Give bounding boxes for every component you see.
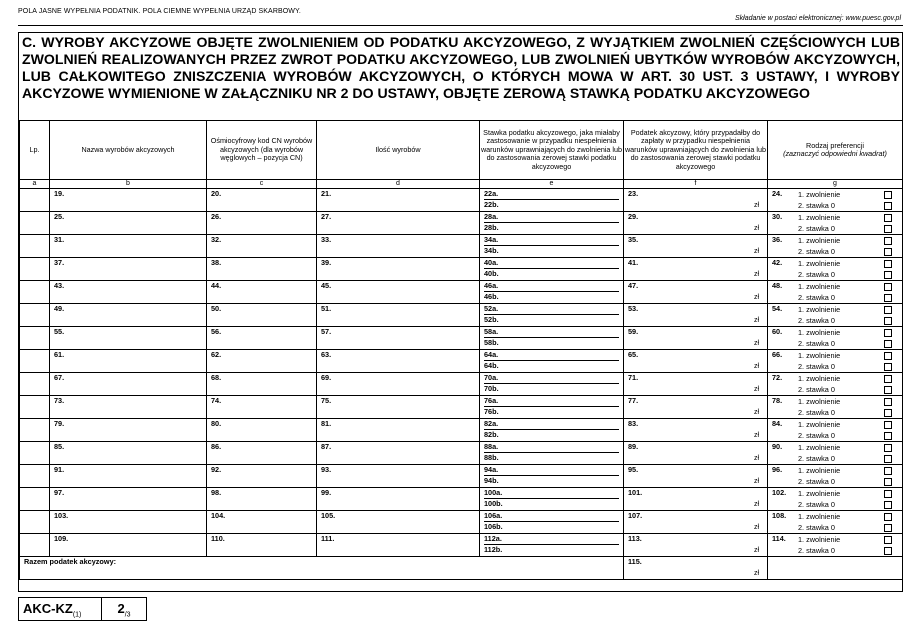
table-row	[20, 373, 903, 396]
preference-field-number: 96.	[772, 465, 783, 474]
option-zero-rate-checkbox[interactable]	[884, 547, 892, 555]
cn-code-field[interactable]: 74.	[211, 396, 222, 405]
rate-field-a[interactable]: 46a.	[484, 281, 619, 292]
preference-field-number: 60.	[772, 327, 783, 336]
lp-field[interactable]	[20, 189, 49, 211]
table-row	[20, 442, 903, 465]
option-exemption-label: 1. zwolnienie	[798, 328, 841, 337]
table-row	[20, 235, 903, 258]
option-exemption-checkbox[interactable]	[884, 352, 892, 360]
table-row	[20, 212, 903, 235]
tax-field[interactable]: 41.	[628, 258, 639, 267]
preference-field-number: 30.	[772, 212, 783, 221]
rate-field-b[interactable]: 88b.	[484, 453, 499, 462]
filing-note: Składanie w postaci elektronicznej: www.puesc.gov.pl	[734, 15, 901, 22]
rate-field-a[interactable]: 64a.	[484, 350, 619, 361]
option-zero-rate-checkbox[interactable]	[884, 501, 892, 509]
name-field[interactable]: 91.	[54, 465, 65, 474]
cn-code-field[interactable]: 32.	[211, 235, 222, 244]
column-letter: f	[624, 180, 768, 189]
cn-code-field[interactable]: 38.	[211, 258, 222, 267]
table-row	[20, 258, 903, 281]
form-footer	[18, 597, 147, 621]
preference-field-number: 78.	[772, 396, 783, 405]
col-header-preference	[768, 121, 903, 180]
option-exemption-checkbox[interactable]	[884, 421, 892, 429]
top-note: POLA JASNE WYPEŁNIA PODATNIK. POLA CIEMNE WYPEŁNIA URZĄD SKARBOWY.	[18, 8, 301, 15]
cn-code-field[interactable]: 98.	[211, 488, 222, 497]
table-row	[20, 350, 903, 373]
rate-field-b[interactable]: 22b.	[484, 200, 499, 209]
option-exemption-label: 1. zwolnienie	[798, 374, 841, 383]
option-exemption-label: 1. zwolnienie	[798, 443, 841, 452]
preference-field-number: 36.	[772, 235, 783, 244]
option-zero-rate-label: 2. stawka 0	[798, 546, 835, 555]
table-row	[20, 189, 903, 212]
option-exemption-label: 1. zwolnienie	[798, 397, 841, 406]
option-exemption-checkbox[interactable]	[884, 536, 892, 544]
rate-field-b[interactable]: 40b.	[484, 269, 499, 278]
option-exemption-checkbox[interactable]	[884, 329, 892, 337]
option-zero-rate-label: 2. stawka 0	[798, 224, 835, 233]
rate-field-b[interactable]: 58b.	[484, 338, 499, 347]
option-zero-rate-checkbox[interactable]	[884, 271, 892, 279]
table-row	[20, 281, 903, 304]
preference-field-number: 24.	[772, 189, 783, 198]
table-row	[20, 396, 903, 419]
quantity-field[interactable]: 69.	[321, 373, 332, 382]
currency-label: zł	[753, 363, 759, 370]
col-header-rate: Stawka podatku akcyzowego, jaka miałaby zastosowanie w przypadku niespełnienia warunków uprawniających do zwolnienia lub do zastosowania zerowej stawki podatku akcyzowego	[480, 121, 624, 180]
quantity-field[interactable]: 33.	[321, 235, 332, 244]
name-field[interactable]: 85.	[54, 442, 65, 451]
currency-label: zł	[753, 225, 759, 232]
tax-field[interactable]: 83.	[628, 419, 639, 428]
rate-field-b[interactable]: 82b.	[484, 430, 499, 439]
quantity-field[interactable]: 45.	[321, 281, 332, 290]
preference-field-number: 114.	[772, 534, 786, 543]
option-exemption-label: 1. zwolnienie	[798, 236, 841, 245]
rate-field-a[interactable]: 34a.	[484, 235, 619, 246]
option-zero-rate-label: 2. stawka 0	[798, 293, 835, 302]
preference-field-number: 90.	[772, 442, 783, 451]
rate-field-b[interactable]: 34b.	[484, 246, 499, 255]
option-zero-rate-checkbox[interactable]	[884, 248, 892, 256]
goods-table	[19, 120, 903, 580]
total-label: Razem podatek akcyzowy:	[24, 557, 117, 566]
cn-code-field[interactable]: 104.	[211, 511, 226, 520]
quantity-field[interactable]: 105.	[321, 511, 336, 520]
name-field[interactable]: 49.	[54, 304, 65, 313]
currency-label: zł	[753, 386, 759, 393]
rate-field-a[interactable]: 112a.	[484, 534, 619, 545]
option-exemption-label: 1. zwolnienie	[798, 259, 841, 268]
lp-field[interactable]	[20, 373, 49, 395]
rate-field-b[interactable]: 70b.	[484, 384, 499, 393]
rate-field-b[interactable]: 100b.	[484, 499, 503, 508]
currency-label: zł	[753, 340, 759, 347]
quantity-field[interactable]: 51.	[321, 304, 332, 313]
name-field[interactable]: 25.	[54, 212, 65, 221]
option-exemption-checkbox[interactable]	[884, 444, 892, 452]
currency-label: zł	[753, 570, 759, 577]
tax-field[interactable]: 53.	[628, 304, 639, 313]
currency-label: zł	[753, 202, 759, 209]
tax-field[interactable]: 59.	[628, 327, 639, 336]
quantity-field[interactable]: 87.	[321, 442, 332, 451]
page-number: $2_{/3}$	[117, 601, 131, 619]
rate-field-b[interactable]: 28b.	[484, 223, 499, 232]
lp-field[interactable]	[20, 511, 49, 533]
name-field[interactable]: 61.	[54, 350, 65, 359]
cn-code-field[interactable]: 26.	[211, 212, 222, 221]
table-row	[20, 419, 903, 442]
option-exemption-checkbox[interactable]	[884, 237, 892, 245]
rate-field-b[interactable]: 64b.	[484, 361, 499, 370]
tax-field[interactable]: 101.	[628, 488, 643, 497]
tax-field[interactable]: 113.	[628, 534, 642, 543]
rate-field-b[interactable]: 94b.	[484, 476, 499, 485]
rate-field-a[interactable]: 22a.	[484, 189, 619, 200]
cn-code-field[interactable]: 68.	[211, 373, 222, 382]
tax-field[interactable]: 65.	[628, 350, 639, 359]
cn-code-field[interactable]: 110.	[211, 534, 225, 543]
option-exemption-checkbox[interactable]	[884, 490, 892, 498]
option-exemption-checkbox[interactable]	[884, 283, 892, 291]
tax-field[interactable]: 107.	[628, 511, 643, 520]
col-header-lp: Lp.	[20, 121, 50, 180]
quantity-field[interactable]: 21.	[321, 189, 332, 198]
option-exemption-label: 1. zwolnienie	[798, 466, 841, 475]
option-zero-rate-label: 2. stawka 0	[798, 270, 835, 279]
table-row	[20, 511, 903, 534]
rate-field-a[interactable]: 28a.	[484, 212, 619, 223]
tax-field[interactable]: 89.	[628, 442, 639, 451]
lp-field[interactable]	[20, 442, 49, 464]
option-zero-rate-label: 2. stawka 0	[798, 500, 835, 509]
rate-field-a[interactable]: 58a.	[484, 327, 619, 338]
lp-field[interactable]	[20, 396, 49, 418]
rate-field-a[interactable]: 88a.	[484, 442, 619, 453]
option-exemption-checkbox[interactable]	[884, 513, 892, 521]
quantity-field[interactable]: 39.	[321, 258, 332, 267]
currency-label: zł	[753, 501, 759, 508]
currency-label: zł	[753, 432, 759, 439]
lp-field[interactable]	[20, 281, 49, 303]
cn-code-field[interactable]: 62.	[211, 350, 222, 359]
table-row	[20, 488, 903, 511]
option-zero-rate-checkbox[interactable]	[884, 340, 892, 348]
column-letter: d	[317, 180, 480, 189]
cn-code-field[interactable]: 80.	[211, 419, 222, 428]
rate-field-a[interactable]: 76a.	[484, 396, 619, 407]
option-exemption-checkbox[interactable]	[884, 467, 892, 475]
preference-field-number: 42.	[772, 258, 783, 267]
rate-field-a[interactable]: 100a.	[484, 488, 619, 499]
option-exemption-checkbox[interactable]	[884, 398, 892, 406]
option-zero-rate-checkbox[interactable]	[884, 294, 892, 302]
currency-label: zł	[753, 248, 759, 255]
lp-field[interactable]	[20, 534, 49, 556]
quantity-field[interactable]: 93.	[321, 465, 332, 474]
total-row	[20, 557, 903, 580]
quantity-field[interactable]: 75.	[321, 396, 332, 405]
rate-field-b[interactable]: 76b.	[484, 407, 499, 416]
preference-title: Rodzaj preferencji	[806, 140, 864, 150]
option-zero-rate-checkbox[interactable]	[884, 317, 892, 325]
table-row	[20, 534, 903, 557]
rate-field-b[interactable]: 112b.	[484, 545, 503, 554]
cn-code-field[interactable]: 92.	[211, 465, 222, 474]
option-zero-rate-label: 2. stawka 0	[798, 454, 835, 463]
option-zero-rate-label: 2. stawka 0	[798, 201, 835, 210]
currency-label: zł	[753, 409, 759, 416]
quantity-field[interactable]: 63.	[321, 350, 332, 359]
col-header-cn-code: Ośmiocyfrowy kod CN wyrobów akcyzowych (dla wyrobów węglowych – pozycja CN)	[207, 121, 317, 180]
name-field[interactable]: 67.	[54, 373, 65, 382]
preference-field-number: 84.	[772, 419, 783, 428]
option-exemption-label: 1. zwolnienie	[798, 305, 841, 314]
tax-field[interactable]: 71.	[628, 373, 639, 382]
name-field[interactable]: 37.	[54, 258, 65, 267]
currency-label: zł	[753, 294, 759, 301]
option-zero-rate-checkbox[interactable]	[884, 386, 892, 394]
name-field[interactable]: 73.	[54, 396, 65, 405]
lp-field[interactable]	[20, 235, 49, 257]
option-zero-rate-checkbox[interactable]	[884, 524, 892, 532]
tax-field[interactable]: 47.	[628, 281, 639, 290]
lp-field[interactable]	[20, 258, 49, 280]
rate-field-b[interactable]: 52b.	[484, 315, 499, 324]
column-letters-row	[20, 180, 903, 189]
lp-field[interactable]	[20, 304, 49, 326]
col-header-tax: Podatek akcyzowy, który przypadałby do zapłaty w przypadku niespełnienia warunków uprawniających do zwolnienia lub do zastosowania zerowej stawki podatku akcyzowego	[624, 121, 768, 180]
lp-field[interactable]	[20, 419, 49, 441]
name-field[interactable]: 103.	[54, 511, 69, 520]
tax-field[interactable]: 23.	[628, 189, 639, 198]
option-zero-rate-checkbox[interactable]	[884, 409, 892, 417]
total-tax-field[interactable]: 115.	[628, 557, 642, 566]
lp-field[interactable]	[20, 350, 49, 372]
option-zero-rate-checkbox[interactable]	[884, 478, 892, 486]
option-exemption-checkbox[interactable]	[884, 306, 892, 314]
name-field[interactable]: 79.	[54, 419, 65, 428]
option-zero-rate-checkbox[interactable]	[884, 432, 892, 440]
option-zero-rate-label: 2. stawka 0	[798, 431, 835, 440]
preference-field-number: 66.	[772, 350, 783, 359]
option-exemption-label: 1. zwolnienie	[798, 489, 841, 498]
rate-field-a[interactable]: 70a.	[484, 373, 619, 384]
lp-field[interactable]	[20, 465, 49, 487]
lp-field[interactable]	[20, 327, 49, 349]
lp-field[interactable]	[20, 212, 49, 234]
preference-field-number: 102.	[772, 488, 787, 497]
column-letter: b	[50, 180, 207, 189]
col-header-name: Nazwa wyrobów akcyzowych	[50, 121, 207, 180]
name-field[interactable]: 97.	[54, 488, 65, 497]
option-zero-rate-label: 2. stawka 0	[798, 316, 835, 325]
option-exemption-label: 1. zwolnienie	[798, 535, 841, 544]
option-zero-rate-label: 2. stawka 0	[798, 523, 835, 532]
tax-field[interactable]: 95.	[628, 465, 639, 474]
quantity-field[interactable]: 99.	[321, 488, 332, 497]
option-exemption-checkbox[interactable]	[884, 191, 892, 199]
option-exemption-label: 1. zwolnienie	[798, 420, 841, 429]
option-zero-rate-checkbox[interactable]	[884, 455, 892, 463]
preference-field-number: 72.	[772, 373, 783, 382]
cn-code-field[interactable]: 20.	[211, 189, 222, 198]
lp-field[interactable]	[20, 488, 49, 510]
quantity-field[interactable]: 57.	[321, 327, 332, 336]
currency-label: zł	[753, 455, 759, 462]
rate-field-a[interactable]: 52a.	[484, 304, 619, 315]
option-zero-rate-checkbox[interactable]	[884, 225, 892, 233]
option-exemption-label: 1. zwolnienie	[798, 190, 841, 199]
tax-field[interactable]: 29.	[628, 212, 639, 221]
section-title: C. WYROBY AKCYZOWE OBJĘTE ZWOLNIENIEM OD PODATKU AKCYZOWEGO, Z WYJĄTKIEM ZWOLNIEŃ CZĘŚCIOWYCH LUB ZWOLNIEŃ REALIZOWANYCH PRZEZ ZWROT PODATKU AKCYZOWEGO, LUB ZWOLNIEŃ UBYTKÓW WYROBÓW AKCYZOWYCH, LUB CAŁKOWITEGO ZNISZCZENIA WYROBÓW AKCYZOWYCH, O KTÓRYCH MOWA W ART. 30 UST. 3 USTAWY, I WYROBY AKCYZOWE WYMIENIONE W ZAŁĄCZNIKU NR 2 DO USTAWY, OBJĘTE ZEROWĄ STAWKĄ PODATKU AKCYZOWEGO	[22, 34, 900, 101]
currency-label: zł	[753, 524, 759, 531]
tax-field[interactable]: 77.	[628, 396, 639, 405]
option-zero-rate-checkbox[interactable]	[884, 202, 892, 210]
option-zero-rate-label: 2. stawka 0	[798, 477, 835, 486]
col-header-quantity: Ilość wyrobów	[317, 121, 480, 180]
cn-code-field[interactable]: 44.	[211, 281, 222, 290]
option-exemption-label: 1. zwolnienie	[798, 512, 841, 521]
rate-field-b[interactable]: 106b.	[484, 522, 503, 531]
option-zero-rate-label: 2. stawka 0	[798, 247, 835, 256]
column-letter: a	[20, 180, 50, 189]
currency-label: zł	[753, 547, 759, 554]
rate-field-a[interactable]: 106a.	[484, 511, 619, 522]
quantity-field[interactable]: 27.	[321, 212, 332, 221]
option-exemption-label: 1. zwolnienie	[798, 213, 841, 222]
option-zero-rate-checkbox[interactable]	[884, 363, 892, 371]
option-exemption-checkbox[interactable]	[884, 260, 892, 268]
option-exemption-label: 1. zwolnienie	[798, 282, 841, 291]
rate-field-a[interactable]: 82a.	[484, 419, 619, 430]
cn-code-field[interactable]: 56.	[211, 327, 222, 336]
tax-field[interactable]: 35.	[628, 235, 639, 244]
divider	[18, 25, 903, 26]
preference-field-number: 108.	[772, 511, 787, 520]
table-row	[20, 327, 903, 350]
name-field[interactable]: 31.	[54, 235, 65, 244]
form-code: AKC-$KZ_{(1)}$	[19, 598, 102, 620]
option-zero-rate-label: 2. stawka 0	[798, 362, 835, 371]
column-letter: c	[207, 180, 317, 189]
table-row	[20, 304, 903, 327]
preference-field-number: 54.	[772, 304, 783, 313]
preference-field-number: 48.	[772, 281, 783, 290]
rate-field-a[interactable]: 40a.	[484, 258, 619, 269]
currency-label: zł	[753, 317, 759, 324]
total-blank-cell	[768, 557, 903, 580]
name-field[interactable]: 55.	[54, 327, 65, 336]
cn-code-field[interactable]: 50.	[211, 304, 222, 313]
column-letter: e	[480, 180, 624, 189]
section-c-form	[18, 32, 903, 592]
option-zero-rate-label: 2. stawka 0	[798, 385, 835, 394]
currency-label: zł	[753, 271, 759, 278]
quantity-field[interactable]: 111.	[321, 534, 335, 543]
option-exemption-checkbox[interactable]	[884, 214, 892, 222]
column-letter: g	[768, 180, 903, 189]
rate-field-b[interactable]: 46b.	[484, 292, 499, 301]
table-row	[20, 465, 903, 488]
cn-code-field[interactable]: 86.	[211, 442, 222, 451]
name-field[interactable]: 19.	[54, 189, 65, 198]
currency-label: zł	[753, 478, 759, 485]
option-zero-rate-label: 2. stawka 0	[798, 408, 835, 417]
preference-note: (zaznaczyć odpowiedni kwadrat)	[783, 149, 887, 158]
option-exemption-checkbox[interactable]	[884, 375, 892, 383]
quantity-field[interactable]: 81.	[321, 419, 332, 428]
option-zero-rate-label: 2. stawka 0	[798, 339, 835, 348]
name-field[interactable]: 109.	[54, 534, 69, 543]
name-field[interactable]: 43.	[54, 281, 65, 290]
option-exemption-label: 1. zwolnienie	[798, 351, 841, 360]
rate-field-a[interactable]: 94a.	[484, 465, 619, 476]
